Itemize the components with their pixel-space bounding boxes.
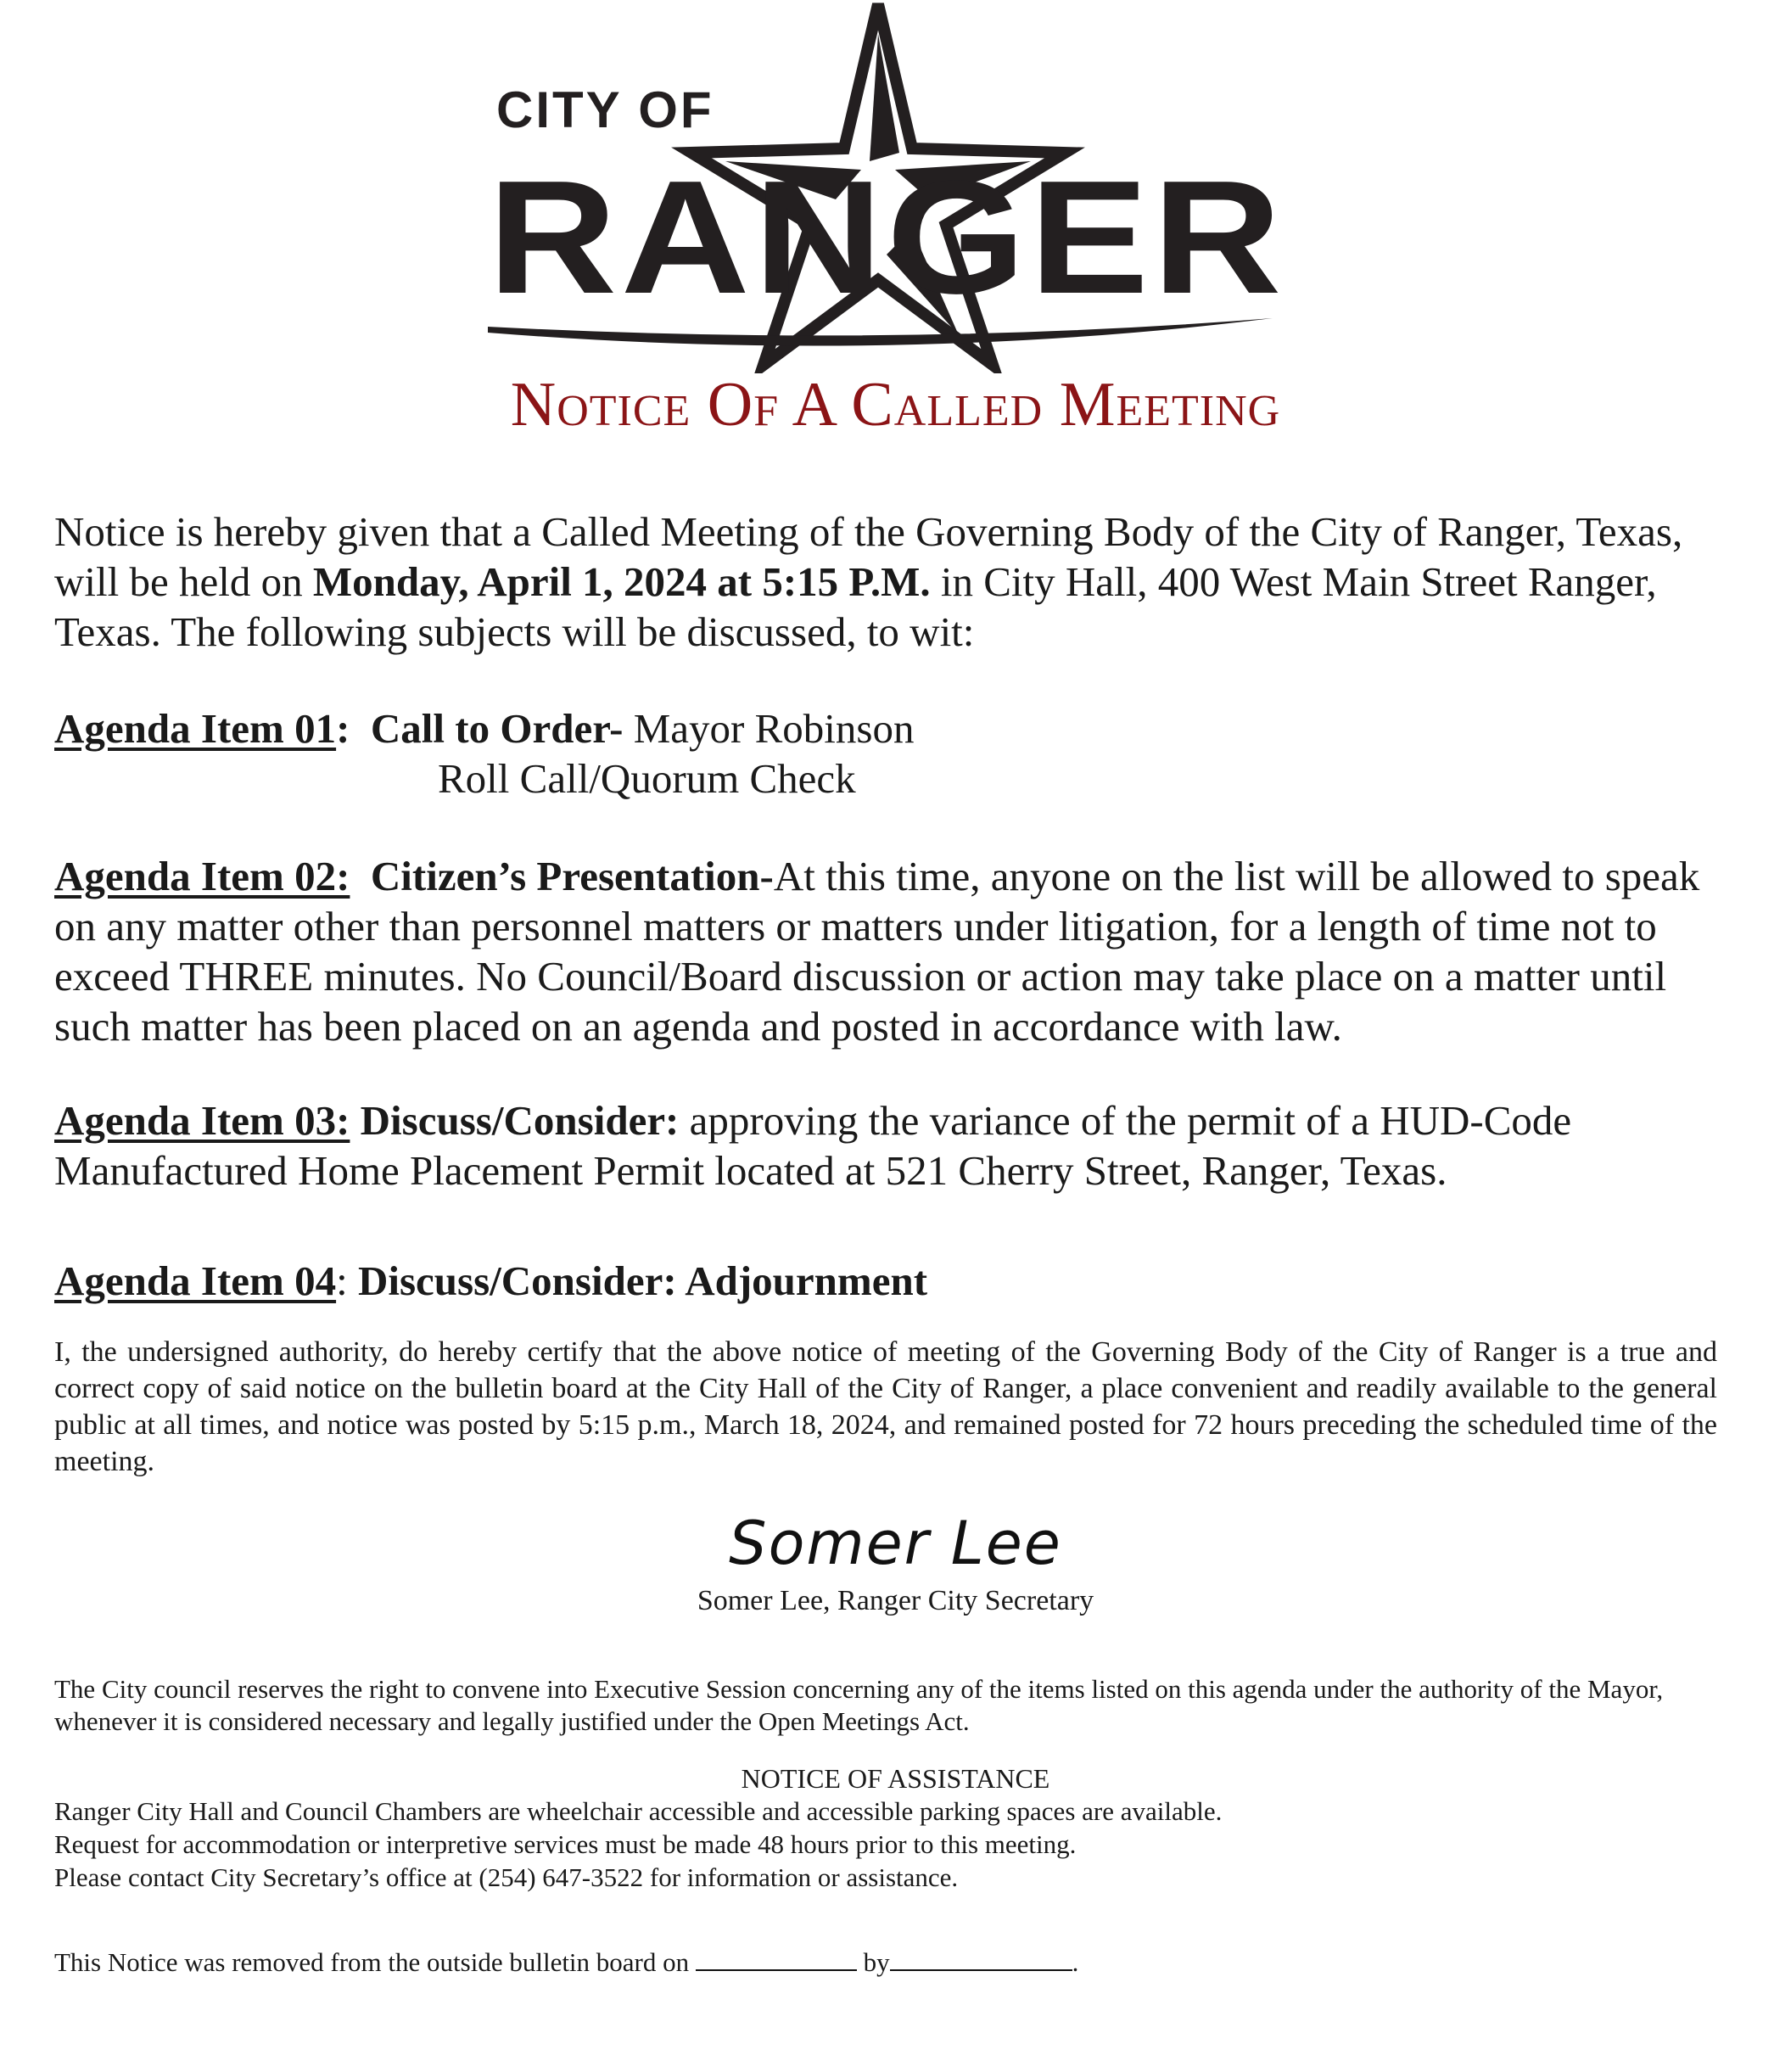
meeting-datetime: Monday, April 1, 2024 at 5:15 P.M. (312, 558, 931, 605)
intro-paragraph (54, 507, 1743, 657)
assistance-line: Ranger City Hall and Council Chambers are wheelchair accessible and accessible parking spaces are available. (54, 1796, 1223, 1826)
assistance-title: NOTICE OF ASSISTANCE (741, 1763, 1050, 1794)
agenda-heading: Discuss/Consider: Adjournment (357, 1257, 928, 1304)
signature: Somer Lee (729, 1509, 1062, 1578)
logo-ranger: RANGER (488, 148, 1285, 328)
signature-caption: Somer Lee, Ranger City Secretary (697, 1585, 1094, 1616)
removal-text-1: This Notice was removed from the outside bulletin board on (54, 1947, 696, 1977)
agenda-item-04 (54, 1256, 1743, 1306)
removal-date-blank (696, 1946, 857, 1971)
assistance-lines (54, 1795, 1730, 1894)
agenda-label: Agenda Item 03: (54, 1097, 350, 1144)
agenda-label: Agenda Item 01 (54, 705, 337, 752)
removal-text-3: . (1072, 1947, 1079, 1977)
agenda-sep: : (336, 1257, 348, 1304)
agenda-heading: Citizen’s Presentation- (370, 853, 774, 899)
executive-session-notice: The City council reserves the right to convene into Executive Session concerning any of the items listed on this agenda under the authority of the Mayor, whenever it is considered necessary and legally justified under the Open Meetings Act. (54, 1674, 1664, 1736)
agenda-heading: Call to Order- (370, 705, 624, 752)
agenda-label: Agenda Item 04 (54, 1257, 337, 1304)
agenda-sep: : (336, 705, 350, 752)
intro-text-2: in City Hall, 400 West Main Street Ranger, Texas. The following subjects will be discussed, to wit: (54, 558, 1657, 655)
agenda-label: Agenda Item 02: (54, 853, 350, 899)
agenda-text: Mayor Robinson (623, 705, 915, 752)
agenda-item-01-subtext: Roll Call/Quorum Check (438, 755, 856, 802)
agenda-item-03 (54, 1095, 1743, 1196)
certification-text: I, the undersigned authority, do hereby certify that the above notice of meeting of the Governing Body of the City of Ranger is a true and correct copy of said notice on the bulletin board at the City Hall of the City of Ranger, a place convenient and readily available to the general public at all times, and notice was posted by 5:15 p.m., March 18, 2024, and remained posted for 72 hours preceding the scheduled time of the meeting. (54, 1336, 1717, 1477)
city-logo (471, 0, 1302, 373)
agenda-item-01 (54, 703, 1743, 753)
agenda-heading: Discuss/Consider: (360, 1097, 680, 1144)
agenda-item-02 (54, 851, 1743, 1051)
notice-title: Notice Of A Called Meeting (510, 370, 1281, 440)
removal-by-blank (890, 1946, 1072, 1971)
assistance-line: Request for accommodation or interpretive services must be made 48 hours prior to this meeting. (54, 1829, 1077, 1859)
agenda-text: approving the variance of the permit of a HUD-Code Manufactured Home Placement Permit located at 521 Cherry Street, Ranger, Texas. (54, 1097, 1572, 1194)
removal-notice (54, 1946, 1078, 1980)
logo-city-of: CITY OF (496, 81, 714, 138)
agenda-text: At this time, anyone on the list will be allowed to speak on any matter other than personnel matters or matters under litigation, for a length of time not to exceed THREE minutes. No Council/Board discussion or action may take place on a matter until such matter has been placed on an agenda and posted in accordance with law. (54, 853, 1700, 1050)
assistance-line: Please contact City Secretary’s office at (254) 647-3522 for information or assistance. (54, 1862, 959, 1892)
removal-text-2: by (856, 1947, 890, 1977)
intro-text-1: Notice is hereby given that a Called Meeting of the Governing Body of the City of Ranger, Texas, will be held on (54, 508, 1683, 605)
